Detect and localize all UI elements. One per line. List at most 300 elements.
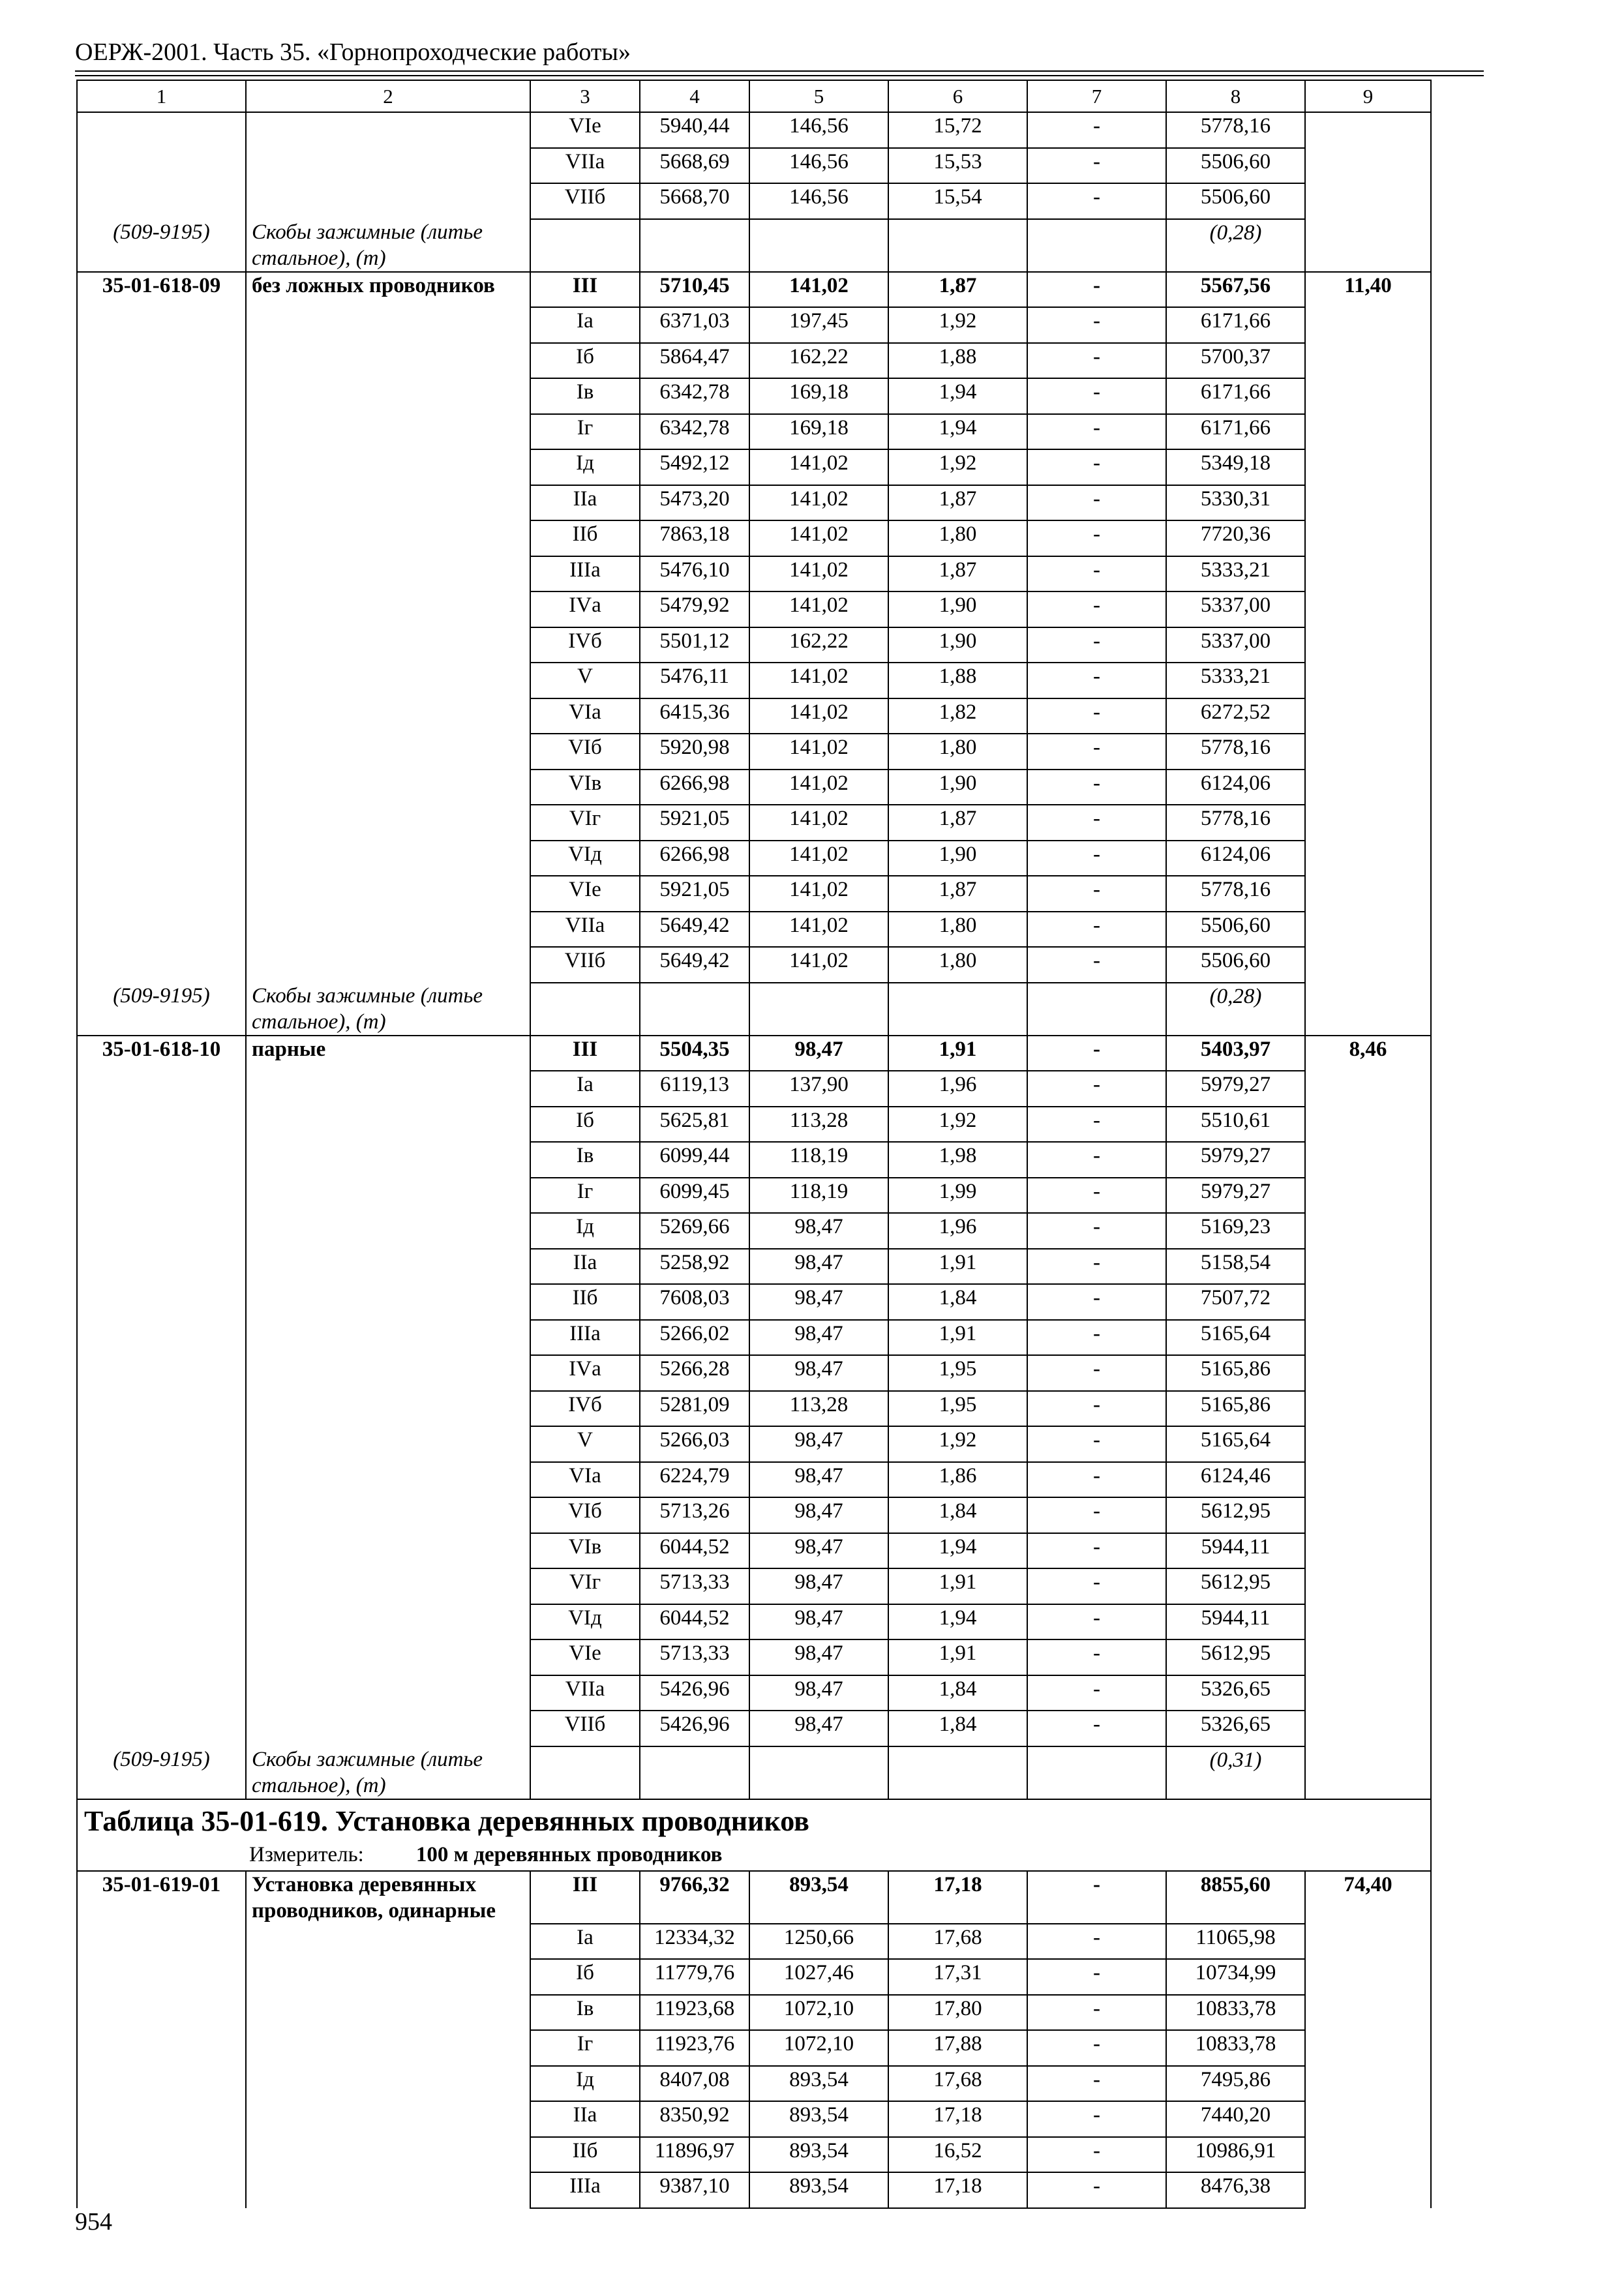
cell-c3: IIIа <box>530 2172 640 2208</box>
resource-row <box>77 983 1431 1036</box>
work-description <box>246 1391 530 1427</box>
cell-c3: Iб <box>530 343 640 379</box>
cell-c3: V <box>530 1426 640 1462</box>
cell-c7: - <box>1027 1355 1166 1391</box>
cell-c6: 1,95 <box>888 1391 1027 1427</box>
cell-c5: 137,90 <box>749 1071 888 1107</box>
cell-c6: 1,84 <box>888 1284 1027 1320</box>
cell-c7: - <box>1027 1924 1166 1960</box>
cell-c7: - <box>1027 1142 1166 1178</box>
rate-code <box>77 485 246 521</box>
cell-c8: 10833,78 <box>1166 1995 1305 2031</box>
cell-c7: - <box>1027 698 1166 734</box>
table-row <box>77 1533 1431 1569</box>
rates-table <box>76 80 1432 2209</box>
cell-c3: Iд <box>530 2066 640 2102</box>
work-description <box>246 1568 530 1604</box>
table-row <box>77 1711 1431 1746</box>
column-header-7: 7 <box>1027 80 1166 112</box>
cell-c3: VIг <box>530 1568 640 1604</box>
work-description <box>246 485 530 521</box>
cell-c8: 6124,06 <box>1166 770 1305 805</box>
cell-c6: 1,88 <box>888 343 1027 379</box>
cell-c4: 6099,44 <box>640 1142 749 1178</box>
labor-cost <box>1305 1959 1431 1995</box>
cell-c8: 5165,64 <box>1166 1320 1305 1356</box>
cell-c8: 5333,21 <box>1166 663 1305 698</box>
cell-c6: 1,82 <box>888 698 1027 734</box>
cell-c4: 5266,02 <box>640 1320 749 1356</box>
work-description <box>246 1213 530 1249</box>
cell-c6: 1,80 <box>888 520 1027 556</box>
cell-c4: 5473,20 <box>640 485 749 521</box>
table-row <box>77 485 1431 521</box>
work-description <box>246 1711 530 1746</box>
cell-c8: 5165,86 <box>1166 1391 1305 1427</box>
work-description <box>246 663 530 698</box>
rate-code <box>77 1995 246 2031</box>
cell-c8: 5158,54 <box>1166 1249 1305 1285</box>
cell-c6: 1,91 <box>888 1568 1027 1604</box>
cell-c5: 141,02 <box>749 805 888 841</box>
cell-c5: 118,19 <box>749 1142 888 1178</box>
cell-c8: 5778,16 <box>1166 805 1305 841</box>
cell-c4: 5426,96 <box>640 1711 749 1746</box>
cell-c6: 1,80 <box>888 734 1027 770</box>
table-row <box>77 1036 1431 1071</box>
cell-c5: 98,47 <box>749 1497 888 1533</box>
cell-c8: 5778,16 <box>1166 876 1305 912</box>
column-header-4: 4 <box>640 80 749 112</box>
rate-code <box>77 1071 246 1107</box>
cell-c4: 5940,44 <box>640 112 749 148</box>
rate-code <box>77 1391 246 1427</box>
cell-c5: 141,02 <box>749 556 888 592</box>
cell-c8: 5326,65 <box>1166 1675 1305 1711</box>
rate-code <box>77 770 246 805</box>
labor-cost <box>1305 112 1431 148</box>
table-row <box>77 1959 1431 1995</box>
labor-cost <box>1305 1071 1431 1107</box>
cell-c5: 893,54 <box>749 2101 888 2137</box>
cell-c3: Iд <box>530 449 640 485</box>
cell-c3: VIIб <box>530 183 640 219</box>
cell-c7: - <box>1027 1071 1166 1107</box>
work-description <box>246 1426 530 1462</box>
cell-c7: - <box>1027 485 1166 521</box>
table-row <box>77 1249 1431 1285</box>
cell-c3: Iа <box>530 1924 640 1960</box>
cell-c6: 17,68 <box>888 2066 1027 2102</box>
labor-cost <box>1305 1746 1431 1799</box>
labor-cost <box>1305 307 1431 343</box>
cell-c8: 5349,18 <box>1166 449 1305 485</box>
table-row <box>77 770 1431 805</box>
cell-c3: Iв <box>530 1142 640 1178</box>
cell-c5: 98,47 <box>749 1249 888 1285</box>
cell-c8: (0,28) <box>1166 983 1305 1036</box>
cell-c7: - <box>1027 1107 1166 1143</box>
cell-c5: 141,02 <box>749 876 888 912</box>
rate-code <box>77 1533 246 1569</box>
cell-c4: 5921,05 <box>640 876 749 912</box>
resource-row <box>77 219 1431 272</box>
cell-c7: - <box>1027 1959 1166 1995</box>
labor-cost <box>1305 1462 1431 1498</box>
cell-c4: 5492,12 <box>640 449 749 485</box>
cell-c7 <box>1027 1746 1166 1799</box>
work-description <box>246 1462 530 1498</box>
rate-code <box>77 1639 246 1675</box>
cell-c7: - <box>1027 841 1166 876</box>
cell-c8: 5337,00 <box>1166 627 1305 663</box>
cell-c7: - <box>1027 663 1166 698</box>
cell-c8: 5326,65 <box>1166 1711 1305 1746</box>
cell-c4: 5476,11 <box>640 663 749 698</box>
cell-c8: 7720,36 <box>1166 520 1305 556</box>
resource-row <box>77 1746 1431 1799</box>
cell-c8: 5700,37 <box>1166 343 1305 379</box>
table-row <box>77 1107 1431 1143</box>
cell-c3: VIIб <box>530 1711 640 1746</box>
rate-code <box>77 805 246 841</box>
labor-cost <box>1305 1497 1431 1533</box>
work-description <box>246 1355 530 1391</box>
cell-c6: 1,91 <box>888 1320 1027 1356</box>
cell-c7: - <box>1027 1213 1166 1249</box>
cell-c6: 1,91 <box>888 1639 1027 1675</box>
cell-c5: 169,18 <box>749 414 888 450</box>
labor-cost <box>1305 2030 1431 2066</box>
table-row <box>77 698 1431 734</box>
cell-c4: 5479,92 <box>640 591 749 627</box>
work-description: Установка деревянных проводников, одинарные <box>246 1871 530 1924</box>
cell-c6: 15,72 <box>888 112 1027 148</box>
table-row <box>77 2066 1431 2102</box>
cell-c7: - <box>1027 343 1166 379</box>
labor-cost <box>1305 2066 1431 2102</box>
cell-c3: Iа <box>530 307 640 343</box>
table-row <box>77 1142 1431 1178</box>
page-number: 954 <box>75 2208 112 2236</box>
labor-cost <box>1305 1995 1431 2031</box>
work-description <box>246 1675 530 1711</box>
cell-c5: 1250,66 <box>749 1924 888 1960</box>
cell-c3: Iа <box>530 1071 640 1107</box>
table-row <box>77 1213 1431 1249</box>
labor-cost <box>1305 698 1431 734</box>
cell-c7: - <box>1027 1391 1166 1427</box>
table-row <box>77 663 1431 698</box>
cell-c6: 1,90 <box>888 841 1027 876</box>
table-row <box>77 591 1431 627</box>
cell-c8: 6124,06 <box>1166 841 1305 876</box>
table-row <box>77 912 1431 948</box>
cell-c5: 1027,46 <box>749 1959 888 1995</box>
cell-c5 <box>749 983 888 1036</box>
cell-c3: VIе <box>530 876 640 912</box>
cell-c3 <box>530 219 640 272</box>
table-row <box>77 414 1431 450</box>
table-row <box>77 378 1431 414</box>
cell-c3: IIа <box>530 2101 640 2137</box>
cell-c7: - <box>1027 1497 1166 1533</box>
cell-c4: 11896,97 <box>640 2137 749 2173</box>
cell-c5: 197,45 <box>749 307 888 343</box>
rate-code <box>77 1355 246 1391</box>
cell-c7: - <box>1027 1568 1166 1604</box>
labor-cost <box>1305 556 1431 592</box>
labor-cost <box>1305 2101 1431 2137</box>
work-description: без ложных проводников <box>246 272 530 308</box>
rate-code <box>77 1426 246 1462</box>
cell-c8: 10734,99 <box>1166 1959 1305 1995</box>
cell-c4 <box>640 219 749 272</box>
table-row <box>77 1426 1431 1462</box>
labor-cost <box>1305 1711 1431 1746</box>
cell-c7: - <box>1027 183 1166 219</box>
rate-code <box>77 1107 246 1143</box>
measure-row <box>77 1843 1431 1871</box>
rate-code: 35-01-618-09 <box>77 272 246 308</box>
table-row <box>77 307 1431 343</box>
cell-c7: - <box>1027 1675 1166 1711</box>
work-description <box>246 1142 530 1178</box>
cell-c8: 7495,86 <box>1166 2066 1305 2102</box>
cell-c4: 5668,70 <box>640 183 749 219</box>
cell-c8: (0,28) <box>1166 219 1305 272</box>
cell-c4: 5625,81 <box>640 1107 749 1143</box>
cell-c3: VIг <box>530 805 640 841</box>
cell-c4: 9766,32 <box>640 1871 749 1924</box>
table-row <box>77 947 1431 983</box>
cell-c8: 11065,98 <box>1166 1924 1305 1960</box>
cell-c7: - <box>1027 1320 1166 1356</box>
labor-cost <box>1305 1107 1431 1143</box>
cell-c3: Iв <box>530 378 640 414</box>
cell-c4: 5266,28 <box>640 1355 749 1391</box>
labor-cost <box>1305 2172 1431 2208</box>
rate-code <box>77 1675 246 1711</box>
cell-c5: 98,47 <box>749 1711 888 1746</box>
cell-c7: - <box>1027 1178 1166 1214</box>
cell-c5: 98,47 <box>749 1284 888 1320</box>
cell-c6: 17,80 <box>888 1995 1027 2031</box>
cell-c4: 6342,78 <box>640 414 749 450</box>
rate-code <box>77 343 246 379</box>
cell-c3: VIIа <box>530 912 640 948</box>
work-description <box>246 1107 530 1143</box>
work-description <box>246 1924 530 1960</box>
cell-c8: 5567,56 <box>1166 272 1305 308</box>
work-description <box>246 1320 530 1356</box>
rate-code <box>77 520 246 556</box>
cell-c8: 7507,72 <box>1166 1284 1305 1320</box>
cell-c5: 98,47 <box>749 1568 888 1604</box>
header-rule-2 <box>75 75 1484 76</box>
cell-c7: - <box>1027 1639 1166 1675</box>
labor-cost: 11,40 <box>1305 272 1431 308</box>
cell-c6: 15,53 <box>888 148 1027 184</box>
cell-c4: 6119,13 <box>640 1071 749 1107</box>
rate-code <box>77 307 246 343</box>
rate-code <box>77 112 246 148</box>
cell-c5: 98,47 <box>749 1639 888 1675</box>
labor-cost <box>1305 1142 1431 1178</box>
work-description <box>246 2030 530 2066</box>
cell-c7: - <box>1027 912 1166 948</box>
table-row <box>77 1284 1431 1320</box>
rate-code <box>77 876 246 912</box>
rate-code <box>77 2030 246 2066</box>
work-description <box>246 2172 530 2208</box>
cell-c6: 1,80 <box>888 947 1027 983</box>
rate-code <box>77 912 246 948</box>
cell-c6: 1,84 <box>888 1675 1027 1711</box>
labor-cost <box>1305 1426 1431 1462</box>
cell-c6: 1,87 <box>888 272 1027 308</box>
work-description <box>246 947 530 983</box>
cell-c7: - <box>1027 1711 1166 1746</box>
cell-c7: - <box>1027 591 1166 627</box>
labor-cost <box>1305 378 1431 414</box>
cell-c5: 893,54 <box>749 2066 888 2102</box>
table-row <box>77 1178 1431 1214</box>
cell-c6: 1,87 <box>888 556 1027 592</box>
cell-c4: 6266,98 <box>640 770 749 805</box>
cell-c5: 98,47 <box>749 1036 888 1071</box>
table-row <box>77 876 1431 912</box>
column-header-1: 1 <box>77 80 246 112</box>
rate-code <box>77 2172 246 2208</box>
cell-c6: 1,91 <box>888 1036 1027 1071</box>
rate-code <box>77 1568 246 1604</box>
cell-c3: VIа <box>530 1462 640 1498</box>
rate-code <box>77 1178 246 1214</box>
cell-c6: 1,90 <box>888 770 1027 805</box>
cell-c3: IIб <box>530 520 640 556</box>
cell-c8: 6171,66 <box>1166 378 1305 414</box>
cell-c6: 16,52 <box>888 2137 1027 2173</box>
cell-c4: 5710,45 <box>640 272 749 308</box>
work-description <box>246 1995 530 2031</box>
column-header-row <box>77 80 1431 112</box>
labor-cost <box>1305 591 1431 627</box>
rate-code <box>77 1462 246 1498</box>
rate-code <box>77 663 246 698</box>
cell-c5: 1072,10 <box>749 2030 888 2066</box>
labor-cost <box>1305 414 1431 450</box>
cell-c3: Iг <box>530 2030 640 2066</box>
rate-code <box>77 2066 246 2102</box>
cell-c7: - <box>1027 1533 1166 1569</box>
cell-c7: - <box>1027 1604 1166 1640</box>
rate-code <box>77 183 246 219</box>
work-description <box>246 734 530 770</box>
cell-c5: 113,28 <box>749 1107 888 1143</box>
cell-c4: 5668,69 <box>640 148 749 184</box>
cell-c6: 17,68 <box>888 1924 1027 1960</box>
cell-c5: 98,47 <box>749 1355 888 1391</box>
resource-code: (509-9195) <box>77 1746 246 1799</box>
rate-code <box>77 2137 246 2173</box>
labor-cost <box>1305 663 1431 698</box>
column-header-9: 9 <box>1305 80 1431 112</box>
cell-c3: III <box>530 272 640 308</box>
cell-c4: 6371,03 <box>640 307 749 343</box>
cell-c6: 1,84 <box>888 1711 1027 1746</box>
work-description <box>246 378 530 414</box>
cell-c7: - <box>1027 1995 1166 2031</box>
column-header-2: 2 <box>246 80 530 112</box>
table-row <box>77 148 1431 184</box>
table-row <box>77 343 1431 379</box>
cell-c5: 162,22 <box>749 627 888 663</box>
labor-cost <box>1305 219 1431 272</box>
cell-c5: 141,02 <box>749 841 888 876</box>
work-description <box>246 770 530 805</box>
cell-c6: 1,87 <box>888 876 1027 912</box>
table-row <box>77 1568 1431 1604</box>
cell-c5: 98,47 <box>749 1320 888 1356</box>
cell-c6: 1,91 <box>888 1249 1027 1285</box>
labor-cost <box>1305 1604 1431 1640</box>
cell-c5: 98,47 <box>749 1604 888 1640</box>
cell-c6: 17,31 <box>888 1959 1027 1995</box>
table-row <box>77 1391 1431 1427</box>
cell-c8: 5944,11 <box>1166 1533 1305 1569</box>
cell-c4: 5649,42 <box>640 912 749 948</box>
cell-c7: - <box>1027 1426 1166 1462</box>
work-description <box>246 2137 530 2173</box>
cell-c4: 6099,45 <box>640 1178 749 1214</box>
cell-c3: Iв <box>530 1995 640 2031</box>
labor-cost <box>1305 1639 1431 1675</box>
cell-c4: 11923,68 <box>640 1995 749 2031</box>
labor-cost <box>1305 520 1431 556</box>
rate-code <box>77 378 246 414</box>
resource-code: (509-9195) <box>77 983 246 1036</box>
cell-c3: IIа <box>530 485 640 521</box>
labor-cost: 74,40 <box>1305 1871 1431 1924</box>
cell-c8: 5165,86 <box>1166 1355 1305 1391</box>
table-row <box>77 734 1431 770</box>
cell-c5: 118,19 <box>749 1178 888 1214</box>
cell-c6: 1,90 <box>888 591 1027 627</box>
cell-c7: - <box>1027 2172 1166 2208</box>
cell-c5: 146,56 <box>749 148 888 184</box>
labor-cost <box>1305 983 1431 1036</box>
cell-c8: 5506,60 <box>1166 947 1305 983</box>
page-header: ОЕРЖ-2001. Часть 35. «Горнопроходческие работы» <box>75 38 631 66</box>
cell-c3: VIд <box>530 841 640 876</box>
cell-c7: - <box>1027 770 1166 805</box>
cell-c5: 141,02 <box>749 272 888 308</box>
cell-c5: 141,02 <box>749 485 888 521</box>
rate-code <box>77 1249 246 1285</box>
work-description <box>246 591 530 627</box>
rate-code <box>77 414 246 450</box>
cell-c5: 98,47 <box>749 1462 888 1498</box>
cell-c7: - <box>1027 2101 1166 2137</box>
work-description <box>246 520 530 556</box>
table-title: Таблица 35-01-619. Установка деревянных проводников <box>77 1799 1431 1843</box>
cell-c7: - <box>1027 2137 1166 2173</box>
work-description <box>246 876 530 912</box>
cell-c4: 6044,52 <box>640 1533 749 1569</box>
cell-c5: 169,18 <box>749 378 888 414</box>
labor-cost <box>1305 734 1431 770</box>
